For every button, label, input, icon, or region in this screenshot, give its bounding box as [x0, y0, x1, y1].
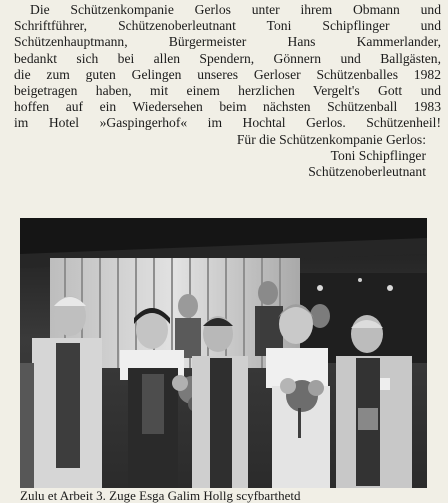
article-line: hoffen auf ein Wiedersehen beim nächsten Schützenball 1983 — [14, 99, 441, 115]
article-line: Schriftführer, Schützenoberleutnant Toni Schipflinger und — [14, 18, 441, 34]
article-line: die zum guten Gelingen unseres Gerloser Schützenballes 1982 — [14, 66, 441, 82]
article-paragraph — [14, 2, 441, 132]
photo-caption: Zulu et Arbeit 3. Zuge Esga Galim Hollg scyfbarthetd — [20, 489, 301, 503]
signature-organization: Für die Schützenkompanie Gerlos: — [236, 132, 426, 147]
signature-block — [237, 132, 426, 181]
article-line: beigetragen haben, mit einem herzlichen Vergelt's Gott und — [14, 83, 441, 99]
article-line: Die Schützenkompanie Gerlos unter ihrem Obmann und — [30, 2, 441, 17]
article-line: Schützenhauptmann, Bürgermeister Hans Kammerlander, — [14, 34, 441, 50]
signature-name: Toni Schipflinger — [330, 148, 426, 164]
article-line: im Hotel »Gaspingerhof« im Hochtal Gerlos. Schützenheil! — [14, 115, 441, 131]
signature-title: Schützenoberleutnant — [308, 164, 426, 180]
article-line: bedankt sich bei allen Spendern, Gönnern und Ballgästen, — [14, 50, 441, 66]
group-photo — [20, 218, 427, 488]
